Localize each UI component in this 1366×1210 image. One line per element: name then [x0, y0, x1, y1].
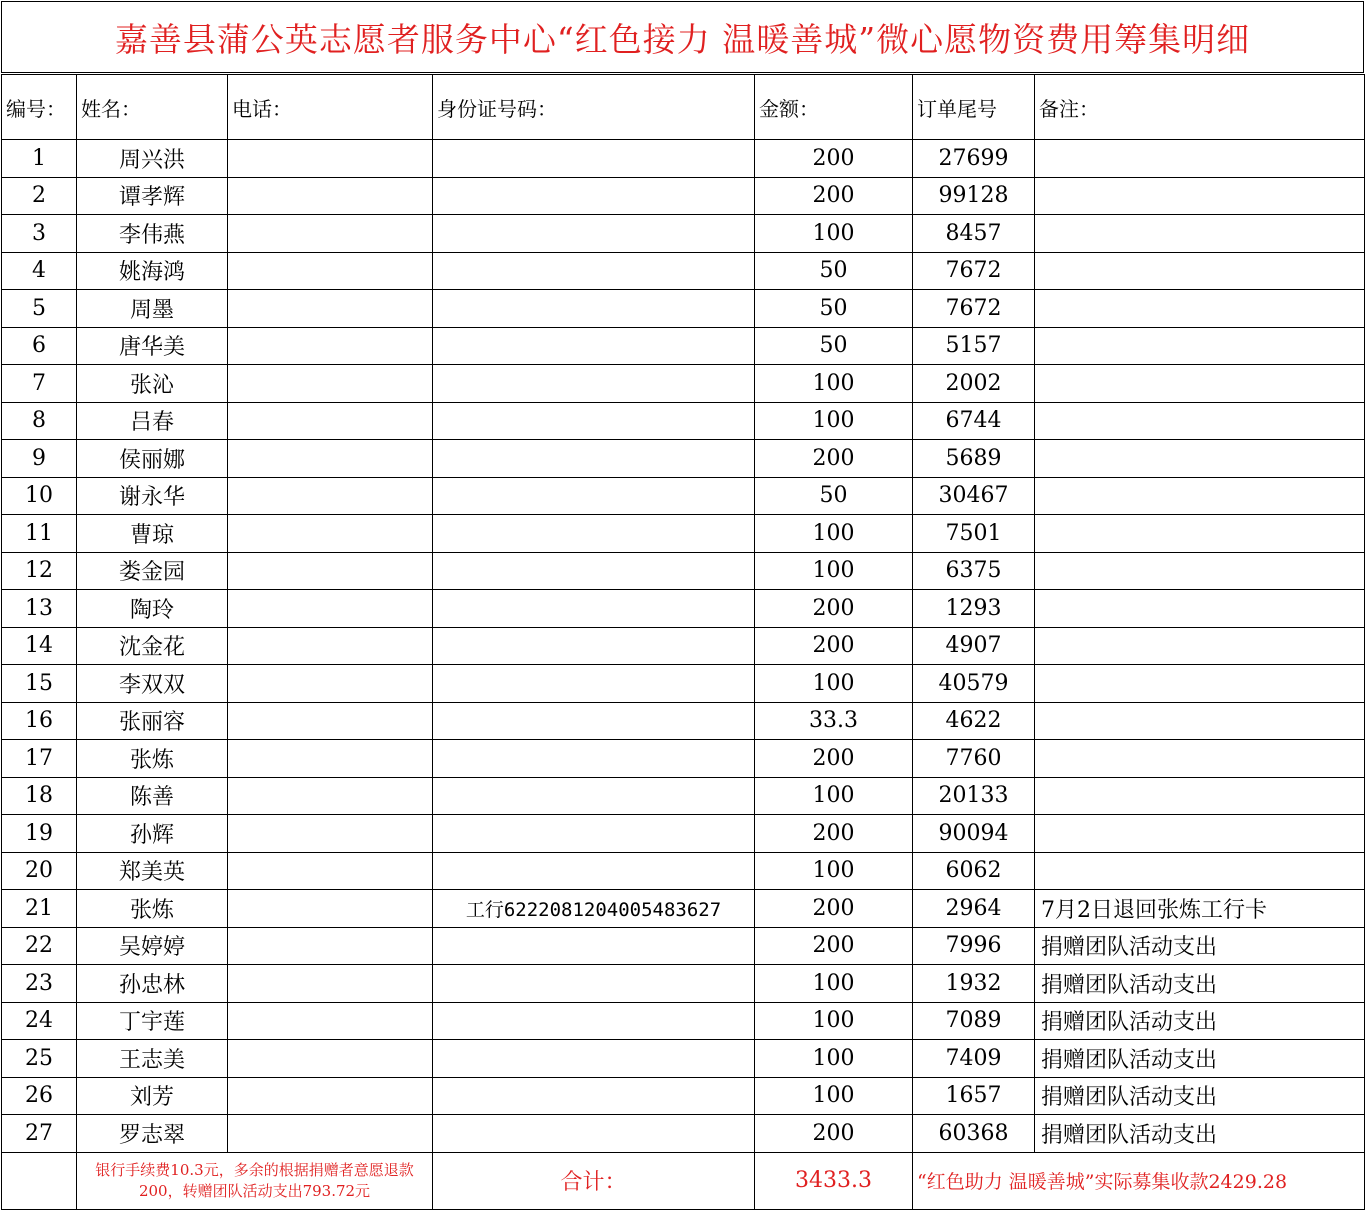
cell-phone[interactable] — [228, 890, 433, 928]
cell-name[interactable]: 李双双 — [77, 665, 228, 703]
cell-no[interactable]: 21 — [2, 890, 77, 928]
header-note[interactable]: 备注： — [1035, 75, 1365, 140]
cell-note[interactable]: 捐赠团队活动支出 — [1035, 1115, 1365, 1153]
cell-id-card[interactable] — [433, 290, 755, 328]
cell-order[interactable]: 20133 — [913, 777, 1035, 815]
cell-no[interactable]: 25 — [2, 1040, 77, 1078]
cell-name[interactable]: 吴婷婷 — [77, 927, 228, 965]
cell-order[interactable]: 7089 — [913, 1002, 1035, 1040]
cell-id-card[interactable] — [433, 477, 755, 515]
cell-no[interactable]: 26 — [2, 1077, 77, 1115]
cell-phone[interactable] — [228, 852, 433, 890]
cell-amount[interactable]: 200 — [755, 177, 913, 215]
footer-row — [2, 1152, 1365, 1209]
table-row — [2, 965, 1365, 1003]
cell-note[interactable] — [1035, 402, 1365, 440]
table-row — [2, 815, 1365, 853]
cell-amount[interactable]: 100 — [755, 1002, 913, 1040]
cell-note[interactable] — [1035, 740, 1365, 778]
header-amount[interactable]: 金额： — [755, 75, 913, 140]
cell-amount[interactable]: 200 — [755, 590, 913, 628]
cell-order[interactable]: 6375 — [913, 552, 1035, 590]
cell-order[interactable]: 1657 — [913, 1077, 1035, 1115]
cell-phone[interactable] — [228, 365, 433, 403]
cell-name[interactable]: 李伟燕 — [77, 215, 228, 253]
cell-amount[interactable]: 33.3 — [755, 702, 913, 740]
cell-amount[interactable]: 100 — [755, 215, 913, 253]
cell-note[interactable] — [1035, 477, 1365, 515]
cell-no[interactable]: 7 — [2, 365, 77, 403]
cell-order[interactable]: 2964 — [913, 890, 1035, 928]
cell-phone[interactable] — [228, 140, 433, 178]
cell-note[interactable] — [1035, 702, 1365, 740]
cell-amount[interactable]: 100 — [755, 402, 913, 440]
cell-name[interactable]: 陈善 — [77, 777, 228, 815]
table-row — [2, 740, 1365, 778]
cell-id-card[interactable] — [433, 552, 755, 590]
cell-no[interactable]: 13 — [2, 590, 77, 628]
cell-name[interactable]: 吕春 — [77, 402, 228, 440]
cell-name[interactable]: 丁宇莲 — [77, 1002, 228, 1040]
table-row — [2, 252, 1365, 290]
cell-name[interactable]: 张炼 — [77, 890, 228, 928]
cell-name[interactable]: 张沁 — [77, 365, 228, 403]
cell-no[interactable]: 22 — [2, 927, 77, 965]
cell-id-card[interactable] — [433, 852, 755, 890]
cell-note[interactable]: 捐赠团队活动支出 — [1035, 1040, 1365, 1078]
cell-phone[interactable] — [228, 515, 433, 553]
cell-amount[interactable]: 100 — [755, 777, 913, 815]
cell-note[interactable] — [1035, 777, 1365, 815]
cell-phone[interactable] — [228, 627, 433, 665]
table-row — [2, 777, 1365, 815]
table-body — [2, 140, 1365, 1153]
cell-amount[interactable]: 200 — [755, 815, 913, 853]
cell-phone[interactable] — [228, 665, 433, 703]
cell-name[interactable]: 陶玲 — [77, 590, 228, 628]
cell-id-card[interactable] — [433, 965, 755, 1003]
cell-order[interactable]: 60368 — [913, 1115, 1035, 1153]
cell-order[interactable]: 4622 — [913, 702, 1035, 740]
cell-note[interactable] — [1035, 852, 1365, 890]
cell-name[interactable]: 罗志翠 — [77, 1115, 228, 1153]
cell-phone[interactable] — [228, 1077, 433, 1115]
cell-no[interactable]: 17 — [2, 740, 77, 778]
cell-order[interactable]: 27699 — [913, 140, 1035, 178]
cell-order[interactable]: 8457 — [913, 215, 1035, 253]
cell-phone[interactable] — [228, 1115, 433, 1153]
cell-id-card[interactable] — [433, 252, 755, 290]
cell-phone[interactable] — [228, 290, 433, 328]
cell-id-card[interactable] — [433, 702, 755, 740]
table-row — [2, 327, 1365, 365]
cell-note[interactable] — [1035, 515, 1365, 553]
cell-id-card[interactable] — [433, 777, 755, 815]
cell-amount[interactable]: 200 — [755, 927, 913, 965]
cell-phone[interactable] — [228, 402, 433, 440]
table-row — [2, 890, 1365, 928]
cell-amount[interactable]: 100 — [755, 965, 913, 1003]
header-phone[interactable]: 电话： — [228, 75, 433, 140]
cell-amount[interactable]: 200 — [755, 627, 913, 665]
cell-no[interactable]: 5 — [2, 290, 77, 328]
cell-amount[interactable]: 200 — [755, 740, 913, 778]
cell-no[interactable]: 2 — [2, 177, 77, 215]
cell-note[interactable]: 捐赠团队活动支出 — [1035, 965, 1365, 1003]
cell-phone[interactable] — [228, 1002, 433, 1040]
cell-no[interactable]: 12 — [2, 552, 77, 590]
table-row — [2, 140, 1365, 178]
cell-amount[interactable]: 200 — [755, 1115, 913, 1153]
cell-id-card[interactable] — [433, 177, 755, 215]
cell-note[interactable]: 7月2日退回张炼工行卡 — [1035, 890, 1365, 928]
cell-no[interactable]: 27 — [2, 1115, 77, 1153]
cell-id-card[interactable]: 工行6222081204005483627 — [433, 890, 755, 928]
table-row — [2, 477, 1365, 515]
header-id-card[interactable]: 身份证号码： — [433, 75, 755, 140]
cell-name[interactable]: 郑美英 — [77, 852, 228, 890]
table-row — [2, 665, 1365, 703]
cell-id-card[interactable] — [433, 815, 755, 853]
cell-order[interactable]: 99128 — [913, 177, 1035, 215]
cell-id-card[interactable] — [433, 365, 755, 403]
cell-id-card[interactable] — [433, 215, 755, 253]
cell-amount[interactable]: 200 — [755, 140, 913, 178]
cell-note[interactable]: 捐赠团队活动支出 — [1035, 1077, 1365, 1115]
cell-id-card[interactable] — [433, 627, 755, 665]
cell-phone[interactable] — [228, 965, 433, 1003]
cell-order[interactable]: 1932 — [913, 965, 1035, 1003]
cell-id-card[interactable] — [433, 440, 755, 478]
cell-no[interactable]: 18 — [2, 777, 77, 815]
cell-amount[interactable]: 100 — [755, 665, 913, 703]
cell-order[interactable]: 2002 — [913, 365, 1035, 403]
table-row — [2, 440, 1365, 478]
cell-order[interactable]: 1293 — [913, 590, 1035, 628]
cell-note[interactable] — [1035, 215, 1365, 253]
cell-order[interactable]: 6062 — [913, 852, 1035, 890]
header-row — [2, 75, 1365, 140]
table-row — [2, 215, 1365, 253]
cell-order[interactable]: 7672 — [913, 290, 1035, 328]
cell-name[interactable]: 刘芳 — [77, 1077, 228, 1115]
header-no[interactable]: 编号： — [2, 75, 77, 140]
cell-id-card[interactable] — [433, 1077, 755, 1115]
table-row — [2, 627, 1365, 665]
footer-actual-amount[interactable]: “红色助力 温暖善城”实际募集收款2429.28 — [913, 1152, 1365, 1209]
cell-name[interactable]: 唐华美 — [77, 327, 228, 365]
footer-empty-cell[interactable] — [2, 1152, 77, 1209]
table-row — [2, 515, 1365, 553]
cell-no[interactable]: 11 — [2, 515, 77, 553]
cell-name[interactable]: 姚海鸿 — [77, 252, 228, 290]
table-row — [2, 402, 1365, 440]
sheet-title: 嘉善县蒲公英志愿者服务中心“红色接力 温暖善城”微心愿物资费用筹集明细 — [1, 1, 1364, 73]
cell-name[interactable]: 娄金园 — [77, 552, 228, 590]
table-row — [2, 177, 1365, 215]
cell-note[interactable] — [1035, 327, 1365, 365]
cell-id-card[interactable] — [433, 402, 755, 440]
cell-note[interactable]: 捐赠团队活动支出 — [1035, 1002, 1365, 1040]
cell-note[interactable] — [1035, 290, 1365, 328]
cell-note[interactable]: 捐赠团队活动支出 — [1035, 927, 1365, 965]
header-order[interactable]: 订单尾号 — [913, 75, 1035, 140]
table-row — [2, 290, 1365, 328]
cell-order[interactable]: 90094 — [913, 815, 1035, 853]
cell-phone[interactable] — [228, 177, 433, 215]
cell-name[interactable]: 孙忠林 — [77, 965, 228, 1003]
cell-order[interactable]: 40579 — [913, 665, 1035, 703]
cell-no[interactable]: 4 — [2, 252, 77, 290]
cell-note[interactable] — [1035, 552, 1365, 590]
cell-phone[interactable] — [228, 215, 433, 253]
cell-amount[interactable]: 100 — [755, 1077, 913, 1115]
cell-name[interactable]: 张丽容 — [77, 702, 228, 740]
donation-table — [1, 74, 1365, 1210]
table-row — [2, 1115, 1365, 1153]
cell-name[interactable]: 王志美 — [77, 1040, 228, 1078]
cell-amount[interactable]: 100 — [755, 552, 913, 590]
cell-amount[interactable]: 100 — [755, 852, 913, 890]
cell-name[interactable]: 谭孝辉 — [77, 177, 228, 215]
cell-note[interactable] — [1035, 590, 1365, 628]
cell-note[interactable] — [1035, 627, 1365, 665]
table-row — [2, 1077, 1365, 1115]
footer-total-value[interactable]: 3433.3 — [755, 1152, 913, 1209]
cell-id-card[interactable] — [433, 590, 755, 628]
cell-no[interactable]: 23 — [2, 965, 77, 1003]
cell-name[interactable]: 周兴洪 — [77, 140, 228, 178]
cell-amount[interactable]: 50 — [755, 252, 913, 290]
cell-order[interactable]: 7409 — [913, 1040, 1035, 1078]
cell-phone[interactable] — [228, 552, 433, 590]
table-row — [2, 927, 1365, 965]
cell-order[interactable]: 4907 — [913, 627, 1035, 665]
cell-amount[interactable]: 100 — [755, 515, 913, 553]
cell-phone[interactable] — [228, 1040, 433, 1078]
footer-note[interactable]: 银行手续费10.3元，多余的根据捐赠者意愿退款200，转赠团队活动支出793.72元 — [77, 1152, 433, 1209]
cell-note[interactable] — [1035, 815, 1365, 853]
cell-no[interactable]: 14 — [2, 627, 77, 665]
cell-phone[interactable] — [228, 702, 433, 740]
cell-name[interactable]: 孙辉 — [77, 815, 228, 853]
cell-order[interactable]: 7996 — [913, 927, 1035, 965]
cell-id-card[interactable] — [433, 140, 755, 178]
cell-amount[interactable]: 50 — [755, 327, 913, 365]
cell-id-card[interactable] — [433, 515, 755, 553]
table-row — [2, 590, 1365, 628]
cell-no[interactable]: 16 — [2, 702, 77, 740]
table-row — [2, 702, 1365, 740]
cell-note[interactable] — [1035, 440, 1365, 478]
cell-no[interactable]: 20 — [2, 852, 77, 890]
cell-name[interactable]: 曹琼 — [77, 515, 228, 553]
cell-order[interactable]: 5689 — [913, 440, 1035, 478]
cell-note[interactable] — [1035, 177, 1365, 215]
cell-id-card[interactable] — [433, 327, 755, 365]
footer-total-label[interactable]: 合计： — [433, 1152, 755, 1209]
cell-no[interactable]: 24 — [2, 1002, 77, 1040]
cell-no[interactable]: 19 — [2, 815, 77, 853]
cell-id-card[interactable] — [433, 1002, 755, 1040]
header-name[interactable]: 姓名： — [77, 75, 228, 140]
cell-phone[interactable] — [228, 927, 433, 965]
cell-amount[interactable]: 100 — [755, 1040, 913, 1078]
cell-name[interactable]: 张炼 — [77, 740, 228, 778]
cell-no[interactable]: 8 — [2, 402, 77, 440]
cell-name[interactable]: 周墨 — [77, 290, 228, 328]
cell-amount[interactable]: 200 — [755, 440, 913, 478]
cell-no[interactable]: 6 — [2, 327, 77, 365]
table-row — [2, 552, 1365, 590]
cell-phone[interactable] — [228, 777, 433, 815]
cell-phone[interactable] — [228, 740, 433, 778]
cell-no[interactable]: 1 — [2, 140, 77, 178]
table-row — [2, 365, 1365, 403]
cell-name[interactable]: 侯丽娜 — [77, 440, 228, 478]
cell-order[interactable]: 7501 — [913, 515, 1035, 553]
cell-order[interactable]: 5157 — [913, 327, 1035, 365]
cell-no[interactable]: 10 — [2, 477, 77, 515]
cell-amount[interactable]: 50 — [755, 477, 913, 515]
cell-note[interactable] — [1035, 252, 1365, 290]
cell-phone[interactable] — [228, 252, 433, 290]
cell-note[interactable] — [1035, 665, 1365, 703]
cell-order[interactable]: 30467 — [913, 477, 1035, 515]
cell-phone[interactable] — [228, 440, 433, 478]
cell-order[interactable]: 7760 — [913, 740, 1035, 778]
cell-phone[interactable] — [228, 815, 433, 853]
table-row — [2, 1002, 1365, 1040]
cell-name[interactable]: 沈金花 — [77, 627, 228, 665]
cell-order[interactable]: 7672 — [913, 252, 1035, 290]
cell-amount[interactable]: 50 — [755, 290, 913, 328]
cell-no[interactable]: 3 — [2, 215, 77, 253]
cell-note[interactable] — [1035, 140, 1365, 178]
cell-id-card[interactable] — [433, 665, 755, 703]
cell-note[interactable] — [1035, 365, 1365, 403]
cell-phone[interactable] — [228, 327, 433, 365]
cell-no[interactable]: 9 — [2, 440, 77, 478]
cell-id-card[interactable] — [433, 927, 755, 965]
cell-id-card[interactable] — [433, 740, 755, 778]
cell-id-card[interactable] — [433, 1040, 755, 1078]
table-row — [2, 1040, 1365, 1078]
cell-phone[interactable] — [228, 590, 433, 628]
cell-id-card[interactable] — [433, 1115, 755, 1153]
cell-amount[interactable]: 100 — [755, 365, 913, 403]
cell-name[interactable]: 谢永华 — [77, 477, 228, 515]
cell-order[interactable]: 6744 — [913, 402, 1035, 440]
table-row — [2, 852, 1365, 890]
cell-amount[interactable]: 200 — [755, 890, 913, 928]
cell-phone[interactable] — [228, 477, 433, 515]
cell-no[interactable]: 15 — [2, 665, 77, 703]
